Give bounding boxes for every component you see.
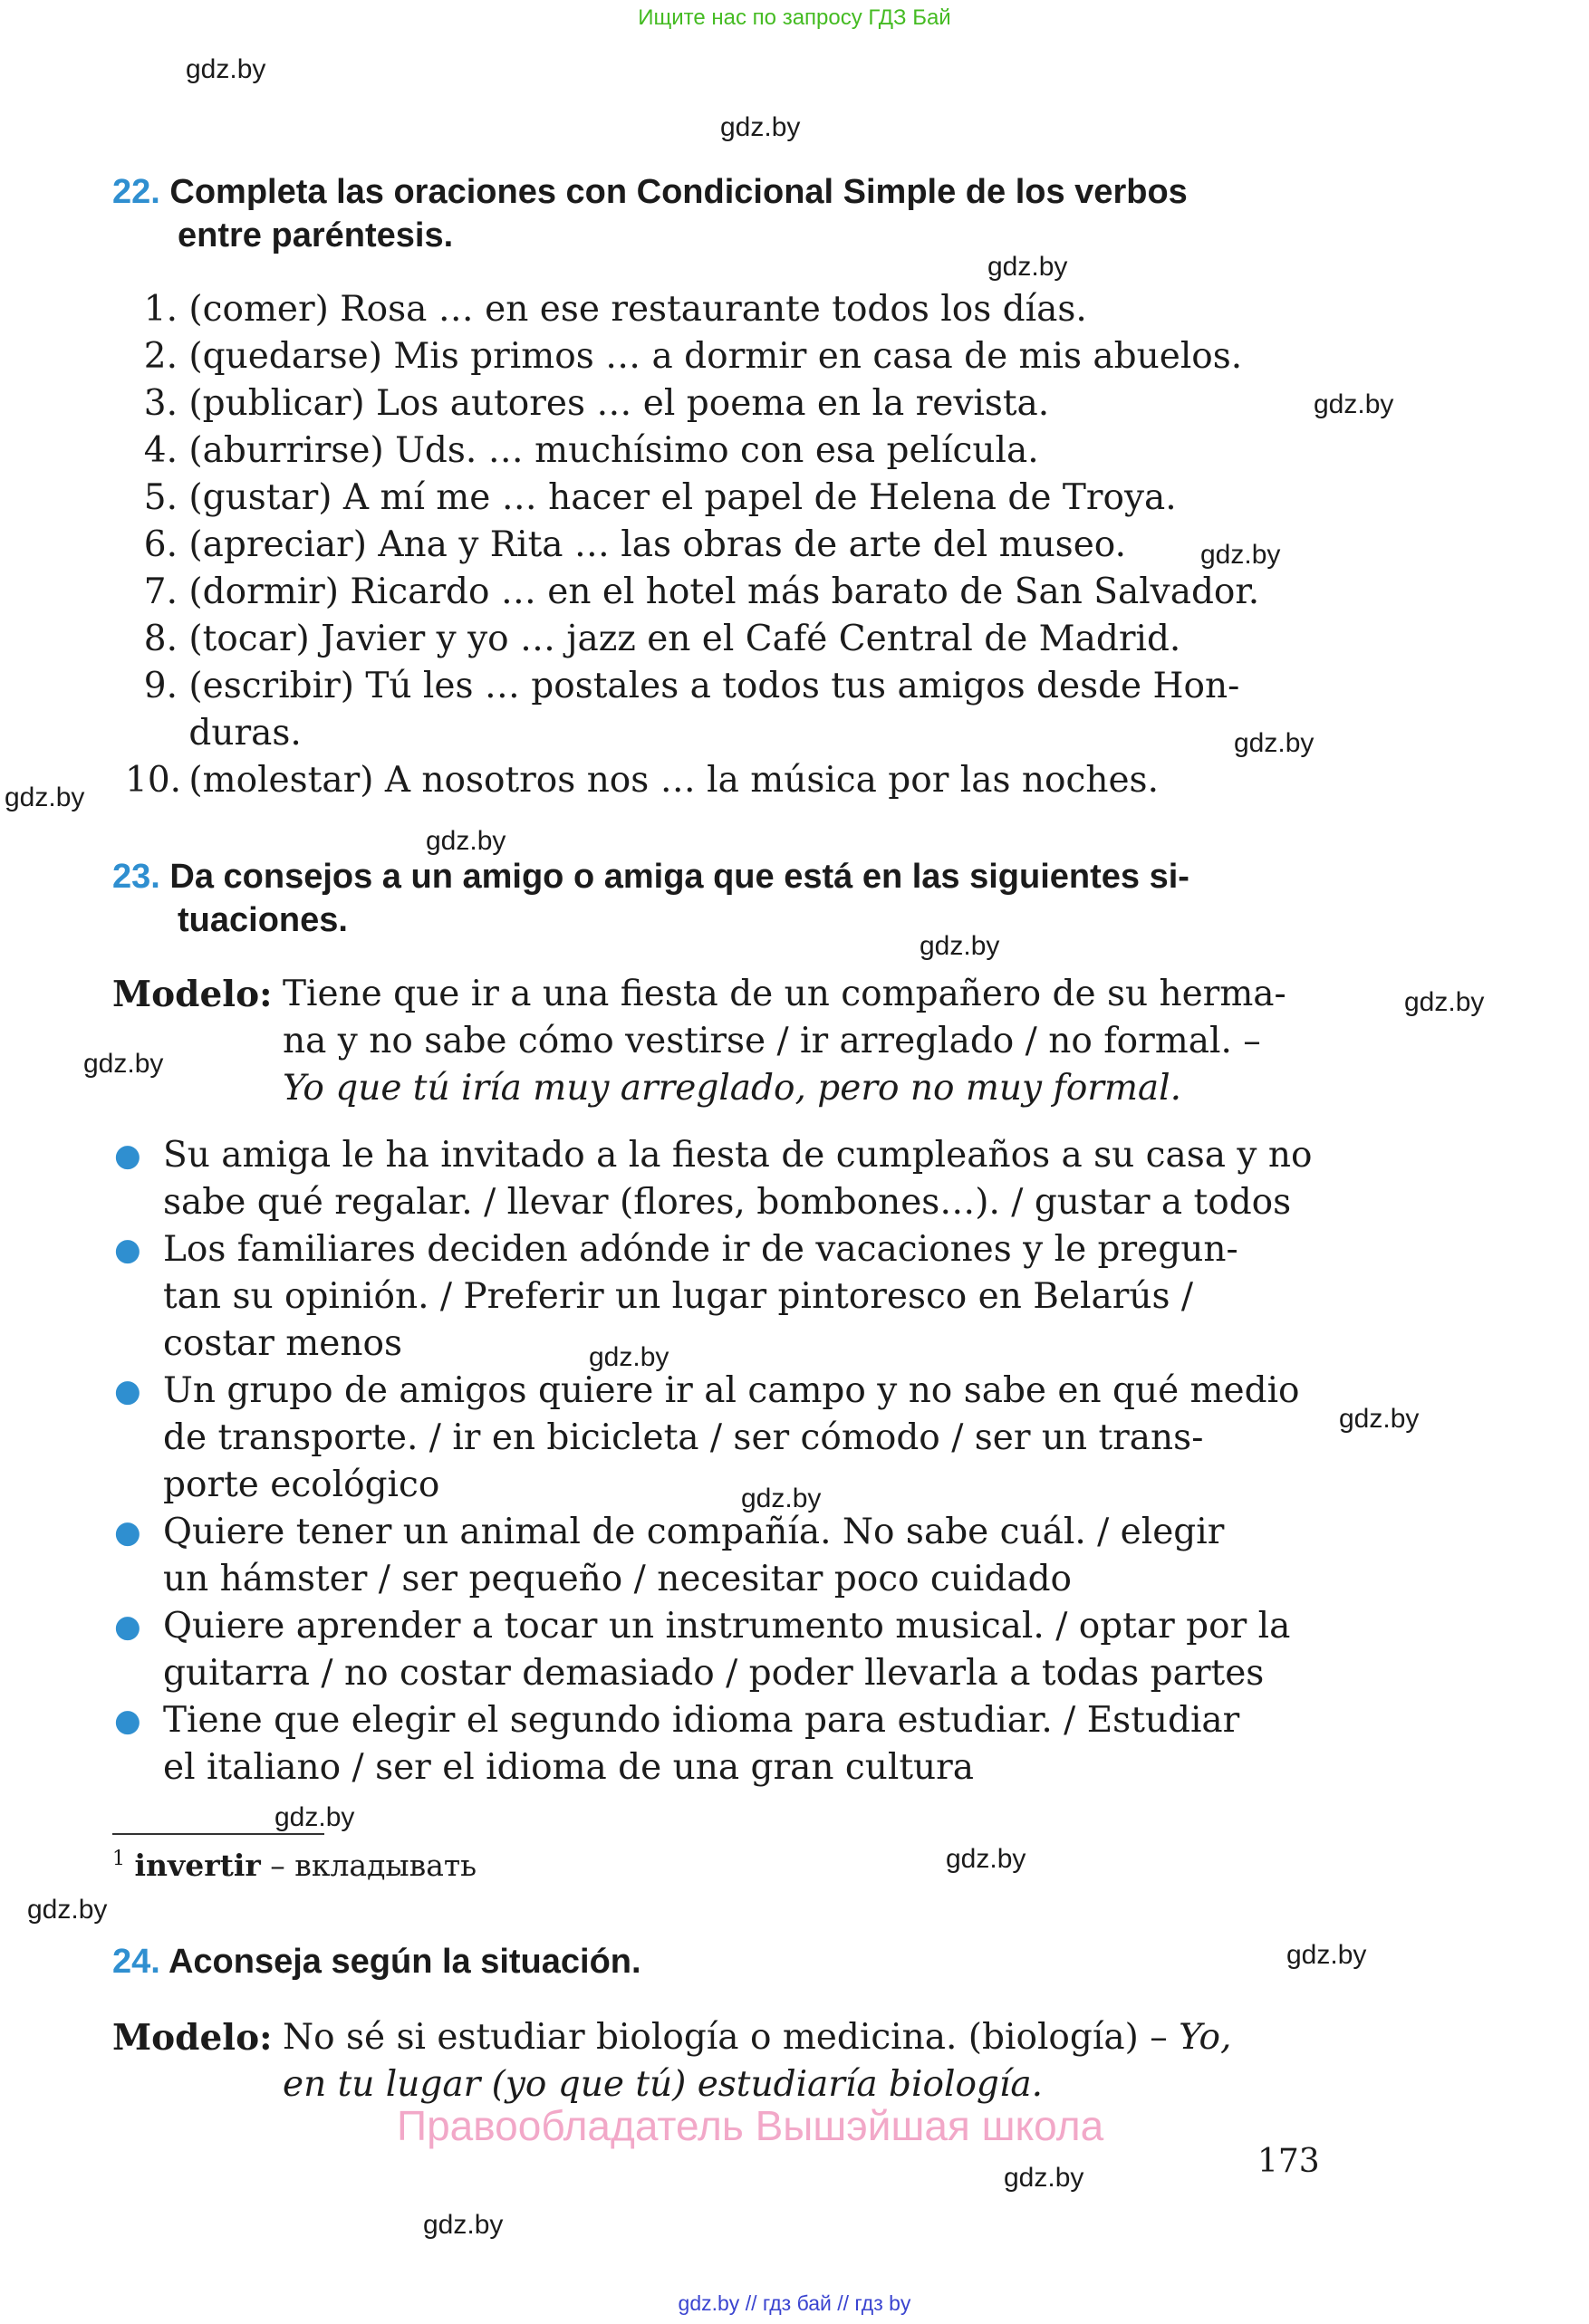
watermark: gdz.by [1314, 389, 1394, 419]
exercise-22-title-line1 [112, 170, 1188, 214]
watermark: gdz.by [1404, 987, 1485, 1017]
modelo-answer: en tu lugar (yo que tú) estudiaría biología. [283, 2064, 1044, 2105]
watermark: gdz.by [5, 783, 85, 812]
watermark: gdz.by [274, 1802, 355, 1832]
modelo-text [283, 2014, 1231, 2108]
watermark: gdz.by [946, 1844, 1026, 1874]
footer-links[interactable]: gdz.by // гдз бай // гдз by [678, 2291, 911, 2315]
bullet-item: ● Su amiga le ha invitado a la fiesta de cumpleaños a su casa y no sabe qué regalar. / llevar (flores, bombones…). / gustar a todos [114, 1135, 1313, 1223]
watermark: gdz.by [1004, 2163, 1084, 2193]
bullet-icon: ● [114, 1609, 141, 1645]
modelo-answer: Yo que tú iría muy arreglado, pero no muy formal. [283, 1068, 1182, 1109]
bullet-icon: ● [114, 1232, 141, 1268]
page-number: 173 [1257, 2143, 1320, 2180]
modelo-line: na y no sabe cómo vestirse / ir arreglado / no formal. – [283, 1021, 1261, 1061]
watermark: gdz.by [1200, 540, 1281, 570]
exercise-title-text: Completa las oraciones con Condicional Simple de los verbos [169, 173, 1188, 211]
bullet-item: ● Los familiares deciden adónde ir de vacaciones y le pregun- tan su opinión. / Preferir un lugar pintoresco en Belarús / costar menos [114, 1229, 1238, 1364]
exercise-title-text: Da consejos a un amigo o amiga que está en las siguientes si- [169, 858, 1189, 896]
exercise-22-title-line2: entre paréntesis. [178, 216, 454, 254]
watermark: gdz.by [1234, 728, 1315, 758]
modelo-line: No sé si estudiar biología o medicina. (biología) – Yo, [283, 2017, 1232, 2058]
watermark: gdz.by [741, 1484, 822, 1513]
list-item: 9. (escribir) Tú les … postales a todos tus amigos desde Hon- [143, 666, 1240, 706]
footnote-mark: 1 [112, 1848, 125, 1870]
bullet-item: ● Quiere tener un animal de compañía. No sabe cuál. / elegir un hámster / ser pequeño / necesitar poco cuidado [114, 1512, 1225, 1599]
list-item: 1. (comer) Rosa … en ese restaurante todos los días. [143, 289, 1087, 330]
modelo-text [283, 971, 1286, 1112]
watermark: gdz.by [83, 1049, 164, 1079]
watermark: gdz.by [186, 54, 266, 84]
exercise-title-text: Aconseja según la situación. [168, 1943, 641, 1981]
bullet-item: ● Tiene que elegir el segundo idioma para estudiar. / Estudiar el italiano / ser el idioma de una gran cultura [114, 1700, 1240, 1788]
list-item: 3. (publicar) Los autores … el poema en la revista. [143, 383, 1050, 424]
list-item: 6. (apreciar) Ana y Rita … las obras de arte del museo. [143, 524, 1126, 565]
watermark: gdz.by [589, 1342, 669, 1372]
watermark: gdz.by [1339, 1404, 1420, 1434]
exercise-23-title-line2: tuaciones. [178, 901, 348, 939]
exercise-23-bullets [112, 1132, 1312, 1791]
bullet-icon: ● [114, 1138, 141, 1174]
list-item: 7. (dormir) Ricardo … en el hotel más barato de San Salvador. [143, 571, 1260, 612]
watermark: gdz.by [27, 1895, 108, 1925]
footnote-word: invertir [134, 1848, 261, 1883]
rights-holder: Правообладатель Вышэйшая школа [397, 2102, 1104, 2149]
watermark: gdz.by [920, 931, 1000, 961]
bullet-icon: ● [114, 1703, 141, 1739]
list-item: 2. (quedarse) Mis primos … a dormir en casa de mis abuelos. [143, 336, 1243, 377]
watermark: gdz.by [720, 112, 801, 142]
list-item: 8. (tocar) Javier y yo … jazz en el Café Central de Madrid. [143, 619, 1181, 659]
modelo-label: Modelo: [112, 2017, 273, 2059]
exercise-number: 23. [112, 858, 160, 896]
footnote-divider [112, 1833, 324, 1835]
bullet-icon: ● [114, 1373, 141, 1409]
list-item: 10. (molestar) A nosotros nos … la música por las noches. [125, 760, 1159, 801]
watermark: gdz.by [423, 2210, 504, 2240]
exercise-24-title [112, 1940, 641, 1983]
exercise-number: 24. [112, 1943, 160, 1981]
bullet-item: ● Un grupo de amigos quiere ir al campo y no sabe en qué medio de transporte. / ir en bicicleta / ser cómodo / ser un trans- porte ecológico [114, 1370, 1300, 1505]
footnote [112, 1848, 477, 1883]
bullet-icon: ● [114, 1514, 141, 1551]
bullet-item: ● Quiere aprender a tocar un instrumento musical. / optar por la guitarra / no costar demasiado / poder llevarla a todas partes [114, 1606, 1291, 1694]
watermark: gdz.by [426, 826, 506, 856]
exercise-number: 22. [112, 173, 160, 211]
top-banner[interactable]: Ищите нас по запросу ГДЗ Бай [638, 5, 951, 30]
watermark: gdz.by [1286, 1940, 1367, 1970]
list-item: duras. [188, 713, 302, 754]
watermark: gdz.by [987, 252, 1068, 282]
footnote-translation: – вкладывать [260, 1848, 477, 1883]
modelo-line: Tiene que ir a una fiesta de un compañero de su herma- [283, 974, 1286, 1014]
exercise-22-list [125, 286, 1259, 804]
list-item: 5. (gustar) A mí me … hacer el papel de Helena de Troya. [143, 477, 1177, 518]
exercise-23-title-line1 [112, 855, 1189, 898]
list-item: 4. (aburrirse) Uds. … muchísimo con esa película. [143, 430, 1039, 471]
modelo-label: Modelo: [112, 974, 273, 1015]
